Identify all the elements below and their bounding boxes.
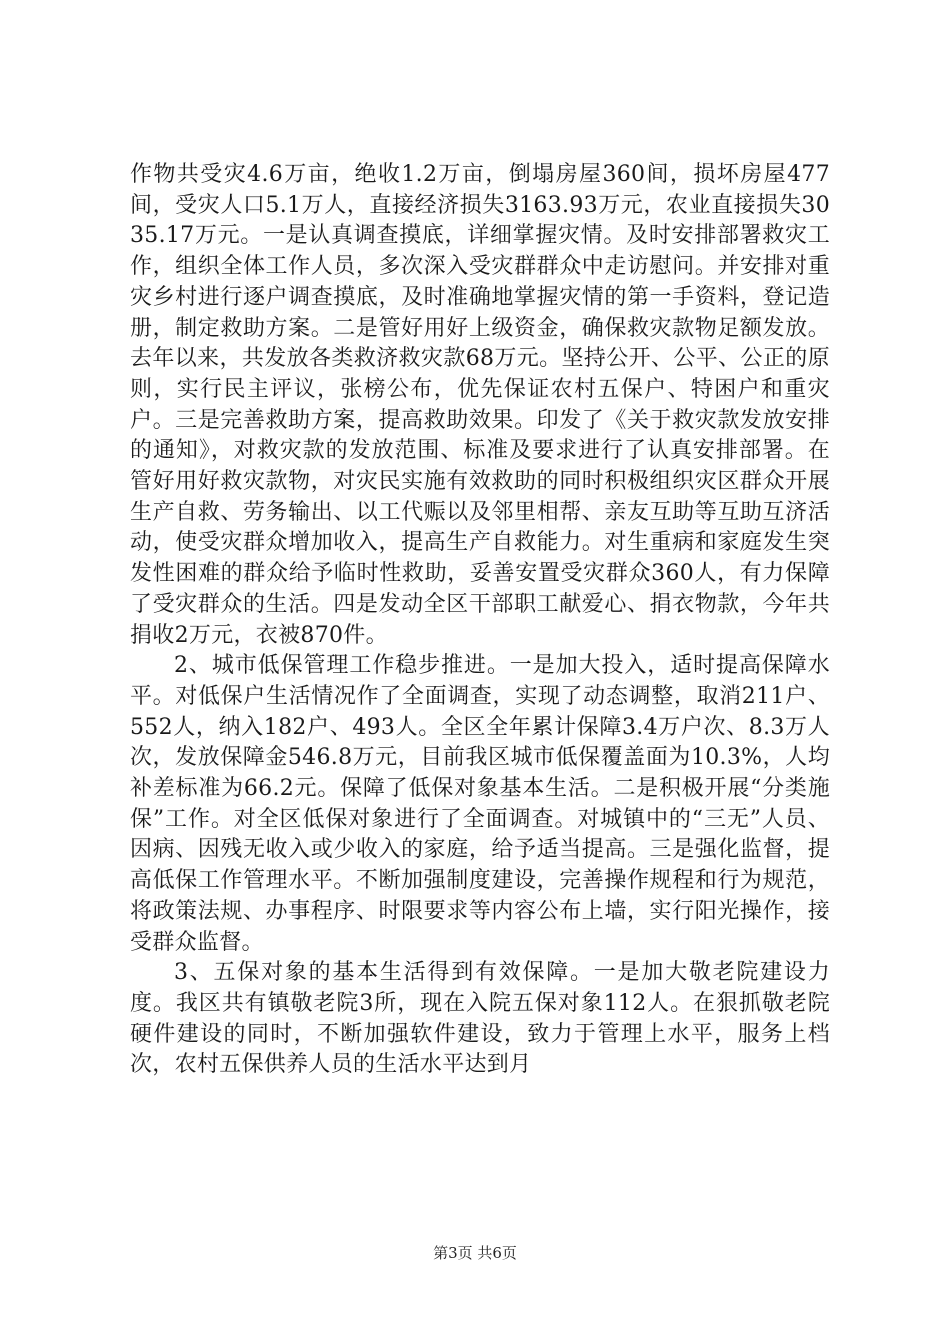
document-body (130, 160, 830, 1081)
page-footer: 第3页 共6页 (433, 1244, 517, 1262)
paragraph-urban-subsistence: 2、城市低保管理工作稳步推进。一是加大投入，适时提高保障水平。对低保户生活情况作了全面调查，实现了动态调整，取消211户、552人，纳入182户、493人。全区全年累计保障3.4万户次、8.3万人次，发放保障金546.8万元，目前我区城市低保覆盖面为10.3%，人均补差标准为66.2元。保障了低保对象基本生活。二是积极开展“分类施保”工作。对全区低保对象进行了全面调查。对城镇中的“三无”人员、因病、因残无收入或少收入的家庭，给予适当提高。三是强化监督，提高低保工作管理水平。不断加强制度建设，完善操作规程和行为规范，将政策法规、办事程序、时限要求等内容公布上墙，实行阳光操作，接受群众监督。 (130, 653, 830, 955)
paragraph-five-guarantees: 3、五保对象的基本生活得到有效保障。一是加大敬老院建设力度。我区共有镇敬老院3所，现在入院五保对象112人。在狠抓敬老院硬件建设的同时，不断加强软件建设，致力于管理上水平，服务上档次，农村五保供养人员的生活水平达到月 (130, 960, 830, 1078)
paragraph-disaster-relief: 作物共受灾4.6万亩，绝收1.2万亩，倒塌房屋360间，损坏房屋477间，受灾人口5.1万人，直接经济损失3163.93万元，农业直接损失3035.17万元。一是认真调查摸底，详细掌握灾情。及时安排部署救灾工作，组织全体工作人员，多次深入受灾群群众中走访慰问。并安排对重灾乡村进行逐户调查摸底，及时准确地掌握灾情的第一手资料，登记造册，制定救助方案。二是管好用好上级资金，确保救灾款物足额发放。去年以来，共发放各类救济救灾款68万元。坚持公开、公平、公正的原则，实行民主评议，张榜公布，优先保证农村五保户、特困户和重灾户。三是完善救助方案，提高救助效果。印发了《关于救灾款发放安排的通知》，对救灾款的发放范围、标准及要求进行了认真安排部署。在管好用好救灾款物，对灾民实施有效救助的同时积极组织灾区群众开展生产自救、劳务输出、以工代赈以及邻里相帮、亲友互助等互助互济活动，使受灾群众增加收入，提高生产自救能力。对生重病和家庭发生突发性困难的群众给予临时性救助，妥善安置受灾群众360人，有力保障了受灾群众的生活。四是发动全区干部职工献爱心、捐衣物款，今年共捐收2万元，衣被870件。 (130, 162, 830, 648)
